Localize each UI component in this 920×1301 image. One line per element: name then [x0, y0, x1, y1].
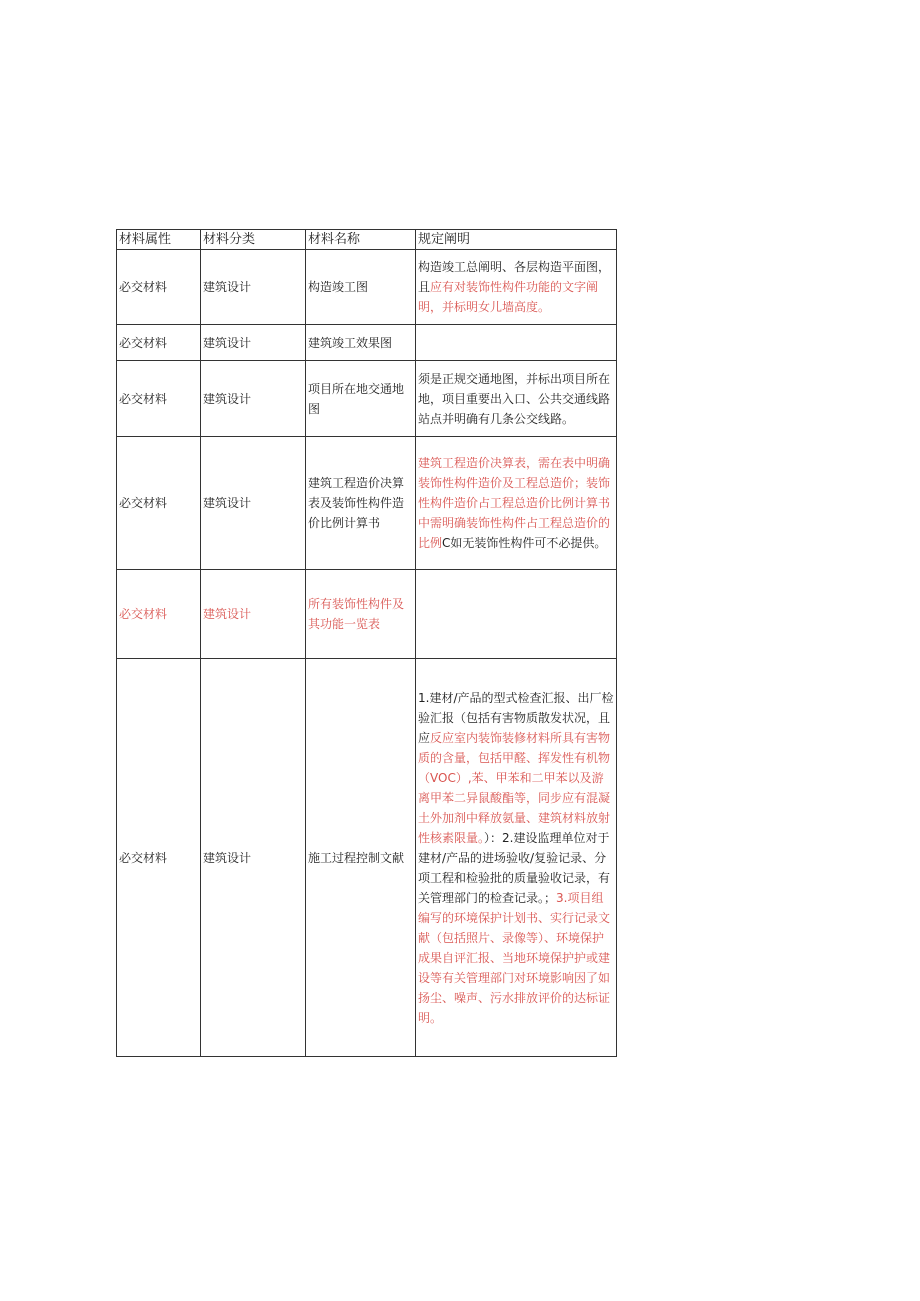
- cell-category: 建筑设计: [201, 437, 306, 570]
- cell-attribute: 必交材料: [117, 659, 201, 1057]
- cell-description: [416, 325, 617, 361]
- cell-category: 建筑设计: [201, 570, 306, 659]
- cell-category: 建筑设计: [201, 250, 306, 325]
- cell-attribute: 必交材料: [117, 325, 201, 361]
- description-highlight: 3.项目组编写的环境保护计划书、实行记录文献（包括照片、录像等）、环境保护成果自评汇报、当地环境保护护或建设等有关管理部门对环境影响因了如扬尘、噪声、污水排放评价的达标证明。: [418, 890, 611, 1025]
- header-material-name: 材料名称: [306, 230, 416, 250]
- table-row: [117, 361, 617, 437]
- table-row: [117, 437, 617, 570]
- description-text: ）：2.建设监理单位对于建材/产品的进场验收/复验记录、分项工程和检验批的质量验收记录，有关管理部门的检查记录。；: [418, 830, 611, 905]
- cell-name: 所有装饰性构件及其功能一览表: [306, 570, 416, 659]
- table-row: [117, 325, 617, 361]
- cell-description: [416, 659, 617, 1057]
- cell-description: [416, 570, 617, 659]
- cell-attribute: 必交材料: [117, 570, 201, 659]
- cell-description: [416, 250, 617, 325]
- description-highlight: 应有对装饰性构件功能的文字阐明，并标明女儿墙高度。: [418, 280, 599, 314]
- cell-attribute: 必交材料: [117, 437, 201, 570]
- header-requirements: 规定阐明: [416, 230, 617, 250]
- cell-name: 项目所在地交通地图: [306, 361, 416, 437]
- cell-attribute: 必交材料: [117, 250, 201, 325]
- description-highlight: 建筑工程造价决算表，需在表中明确装饰性构件造价及工程总造价；装饰性构件造价占工程总造价比例计算书中需明确装饰性构件占工程总造价的比例: [418, 456, 611, 550]
- cell-attribute: 必交材料: [117, 361, 201, 437]
- cell-description: 须是正规交通地图，并标出项目所在地，项目重要出入口、公共交通线路站点并明确有几条公交线路。: [416, 361, 617, 437]
- description-highlight: 反应室内装饰装修材料所具有害物质的含量，包括甲醛、挥发性有机物（VOC）,苯、甲苯和二甲苯以及游离甲苯二异鼠酸酯等，同步应有混凝土外加剂中释放氨量、建筑材料放射性核素限量。: [418, 730, 611, 845]
- cell-description: [416, 437, 617, 570]
- cell-name: 建筑竣工效果图: [306, 325, 416, 361]
- table-row: [117, 250, 617, 325]
- table-row: [117, 659, 617, 1057]
- description-text: 构造竣工总阐明、各层构造平面图，且: [418, 260, 611, 294]
- header-material-attribute: 材料属性: [117, 230, 201, 250]
- materials-table: [116, 229, 617, 1057]
- table-row: [117, 570, 617, 659]
- cell-name: 施工过程控制文献: [306, 659, 416, 1057]
- header-material-category: 材料分类: [201, 230, 306, 250]
- table-header-row: [117, 230, 617, 250]
- cell-name: 构造竣工图: [306, 250, 416, 325]
- description-text: 1.建材/产品的型式检查汇报、出厂检验汇报（包括有害物质散发状况，且应: [418, 690, 614, 745]
- cell-category: 建筑设计: [201, 325, 306, 361]
- cell-name: 建筑工程造价决算表及装饰性构件造价比例计算书: [306, 437, 416, 570]
- description-text: C如无装饰性构件可不必提供。: [442, 536, 607, 550]
- cell-category: 建筑设计: [201, 361, 306, 437]
- cell-category: 建筑设计: [201, 659, 306, 1057]
